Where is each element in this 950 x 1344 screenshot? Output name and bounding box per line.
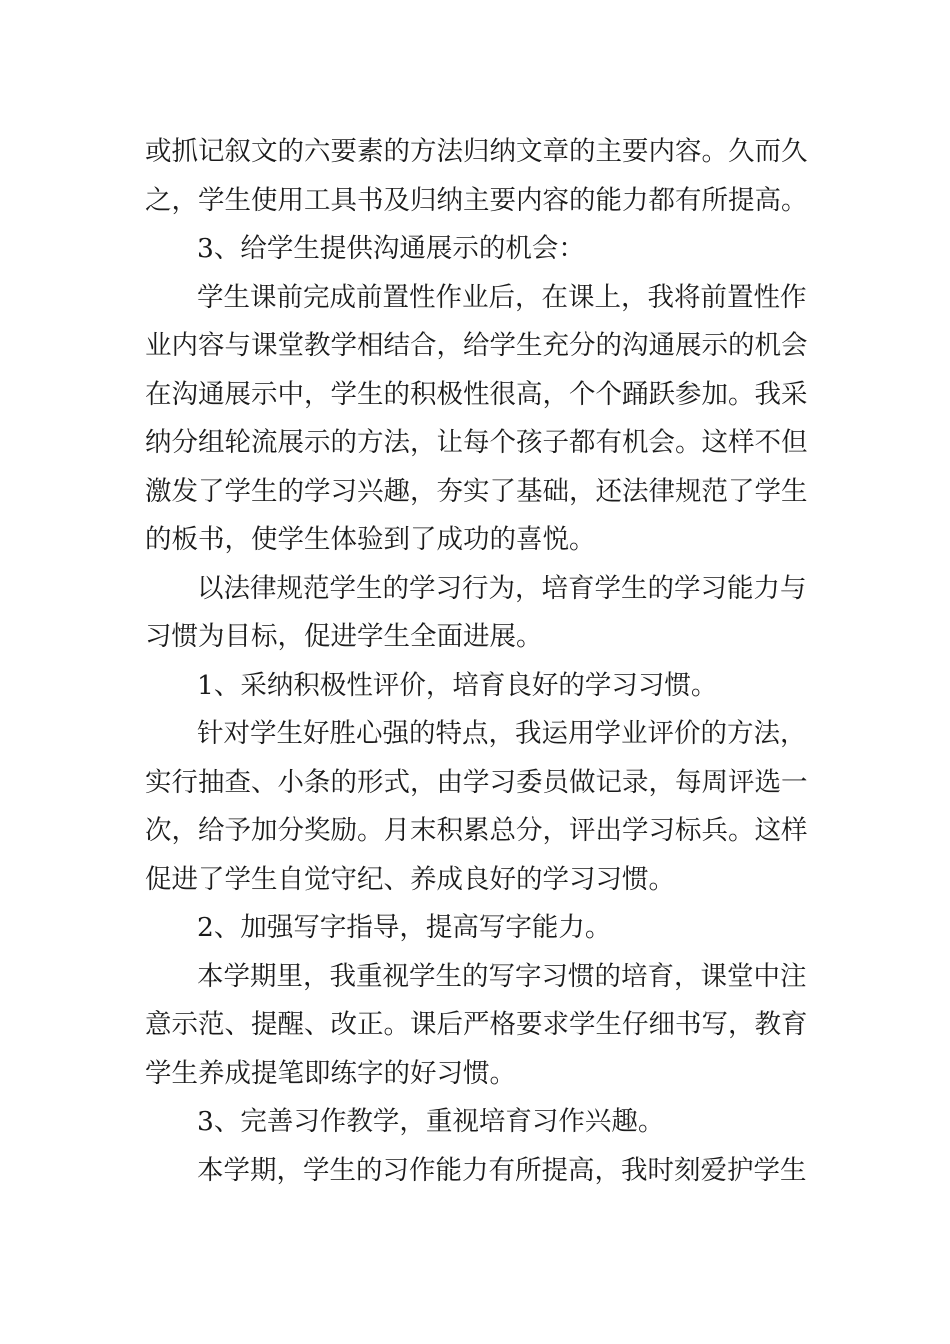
text-line: 促进了学生自觉守纪、养成良好的学习习惯。 (145, 863, 675, 895)
section-heading: 2、加强写字指导，提高写字能力。 (197, 912, 612, 943)
text-line: 意示范、提醒、改正。课后严格要求学生仔细书写，教育 (145, 1009, 808, 1040)
text-line: 针对学生好胜心强的特点，我运用学业评价的方法， (197, 718, 807, 749)
text-line: 学生课前完成前置性作业后，在课上，我将前置性作 (197, 281, 807, 313)
text-line: 本学期，学生的习作能力有所提高，我时刻爱护学生 (197, 1154, 807, 1186)
text-line: 在沟通展示中，学生的积极性很高，个个踊跃参加。我采 (145, 378, 808, 410)
section-heading: 1、采纳积极性评价，培育良好的学习习惯。 (197, 669, 718, 701)
text-line: 激发了学生的学习兴趣，夯实了基础，还法律规范了学生 (145, 475, 808, 507)
section-heading: 3、完善习作教学，重视培育习作兴趣。 (197, 1106, 665, 1137)
section-heading: 3、给学生提供沟通展示的机会： (197, 233, 585, 264)
text-line: 之，学生使用工具书及归纳主要内容的能力都有所提高。 (145, 184, 808, 216)
text-line: 次，给予加分奖励。月末积累总分，评出学习标兵。这样 (145, 815, 808, 846)
document-body (145, 128, 810, 1195)
text-line: 或抓记叙文的六要素的方法归纳文章的主要内容。久而久 (145, 136, 808, 167)
text-line: 以法律规范学生的学习行为，培育学生的学习能力与 (197, 572, 807, 604)
text-line: 业内容与课堂教学相结合，给学生充分的沟通展示的机会 (145, 330, 808, 361)
text-line: 学生养成提笔即练字的好习惯。 (145, 1057, 516, 1089)
text-line: 纳分组轮流展示的方法，让每个孩子都有机会。这样不但 (145, 427, 808, 458)
text-line: 的板书，使学生体验到了成功的喜悦。 (145, 524, 596, 555)
text-line: 本学期里，我重视学生的写字习惯的培育，课堂中注 (197, 960, 807, 992)
text-line: 习惯为目标，促进学生全面进展。 (145, 621, 543, 652)
text-line: 实行抽查、小条的形式，由学习委员做记录，每周评选一 (145, 766, 808, 798)
